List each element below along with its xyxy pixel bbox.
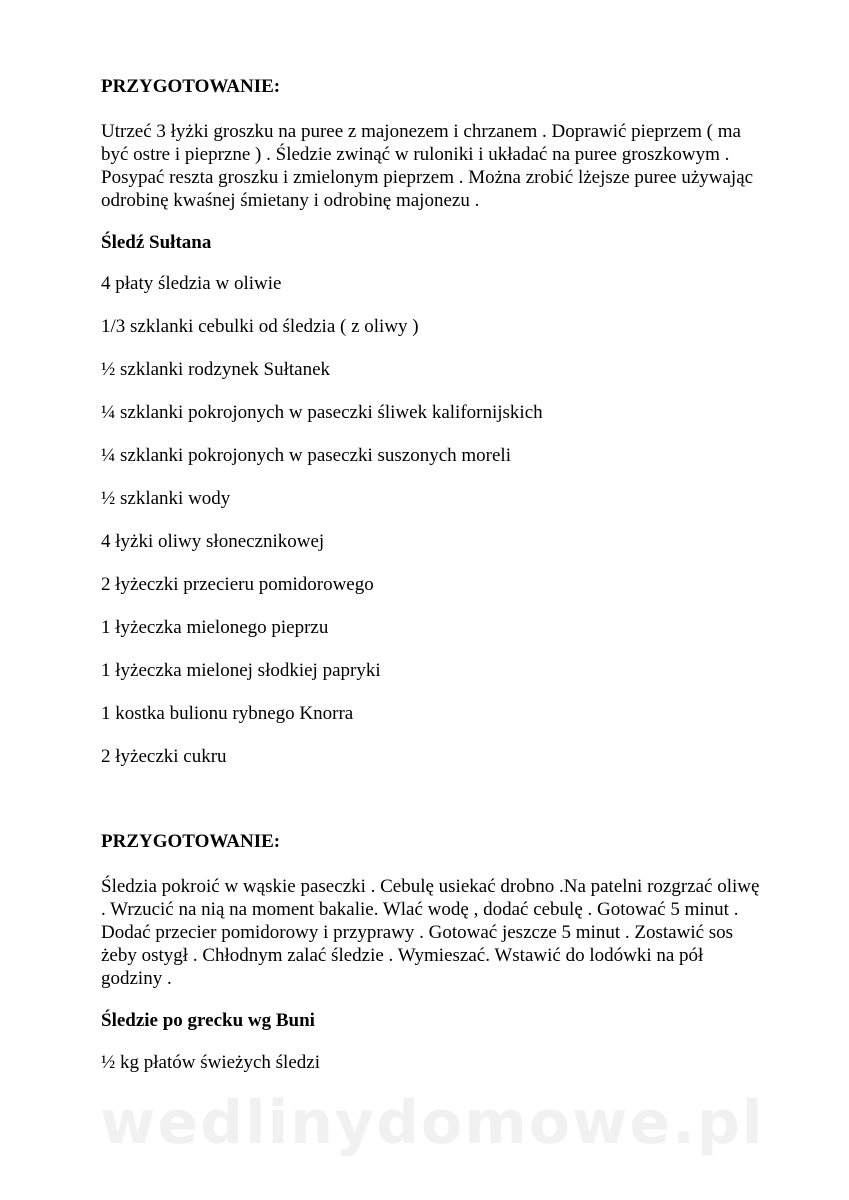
section-heading-preparation-2: PRZYGOTOWANIE: bbox=[101, 831, 281, 852]
ingredient-item: ½ szklanki wody bbox=[101, 488, 231, 509]
ingredient-item: 4 płaty śledzia w oliwie bbox=[101, 273, 282, 294]
recipe-title-sledz-sultana: Śledź Sułtana bbox=[101, 232, 212, 253]
recipe-title-sledzie-po-grecku: Śledzie po grecku wg Buni bbox=[101, 1010, 315, 1031]
ingredient-item: ¼ szklanki pokrojonych w paseczki śliwek kalifornijskich bbox=[101, 402, 543, 423]
ingredient-item: 1/3 szklanki cebulki od śledzia ( z oliwy ) bbox=[101, 316, 419, 337]
ingredient-item: 4 łyżki oliwy słonecznikowej bbox=[101, 531, 325, 552]
watermark-text: wedlinydomowe.pl bbox=[100, 1088, 765, 1158]
ingredient-item: 1 kostka bulionu rybnego Knorra bbox=[101, 703, 354, 724]
ingredient-item: 2 łyżeczki przecieru pomidorowego bbox=[101, 574, 374, 595]
ingredient-item: 2 łyżeczki cukru bbox=[101, 746, 227, 767]
ingredient-item: 1 łyżeczka mielonego pieprzu bbox=[101, 617, 329, 638]
section-heading-preparation: PRZYGOTOWANIE: bbox=[101, 76, 281, 97]
preparation-paragraph: Utrzeć 3 łyżki groszku na puree z majonezem i chrzanem . Doprawić pieprzem ( ma być ostre i pieprzne ) . Śledzie zwinąć w ruloniki i układać na puree groszkowym . Posypać reszta groszku i zmielonym pieprzem . Można zrobić lżejsze puree używając odrobinę kwaśnej śmietany i odrobinę majonezu . bbox=[101, 121, 754, 211]
ingredient-item: ½ szklanki rodzynek Sułtanek bbox=[101, 359, 331, 380]
ingredient-item: ½ kg płatów świeżych śledzi bbox=[101, 1052, 320, 1073]
ingredient-item: 1 łyżeczka mielonej słodkiej papryki bbox=[101, 660, 381, 681]
ingredient-item: ¼ szklanki pokrojonych w paseczki suszonych moreli bbox=[101, 445, 511, 466]
preparation-paragraph-2: Śledzia pokroić w wąskie paseczki . Cebulę usiekać drobno .Na patelni rozgrzać oliwę . Wrzucić na nią na moment bakalie. Wlać wodę , dodać cebulę . Gotować 5 minut . Dodać przecier pomidorowy i przyprawy . Gotować jeszcze 5 minut . Zostawić sos żeby ostygł . Chłodnym zalać śledzie . Wymieszać. Wstawić do lodówki na pół godziny . bbox=[101, 876, 760, 989]
